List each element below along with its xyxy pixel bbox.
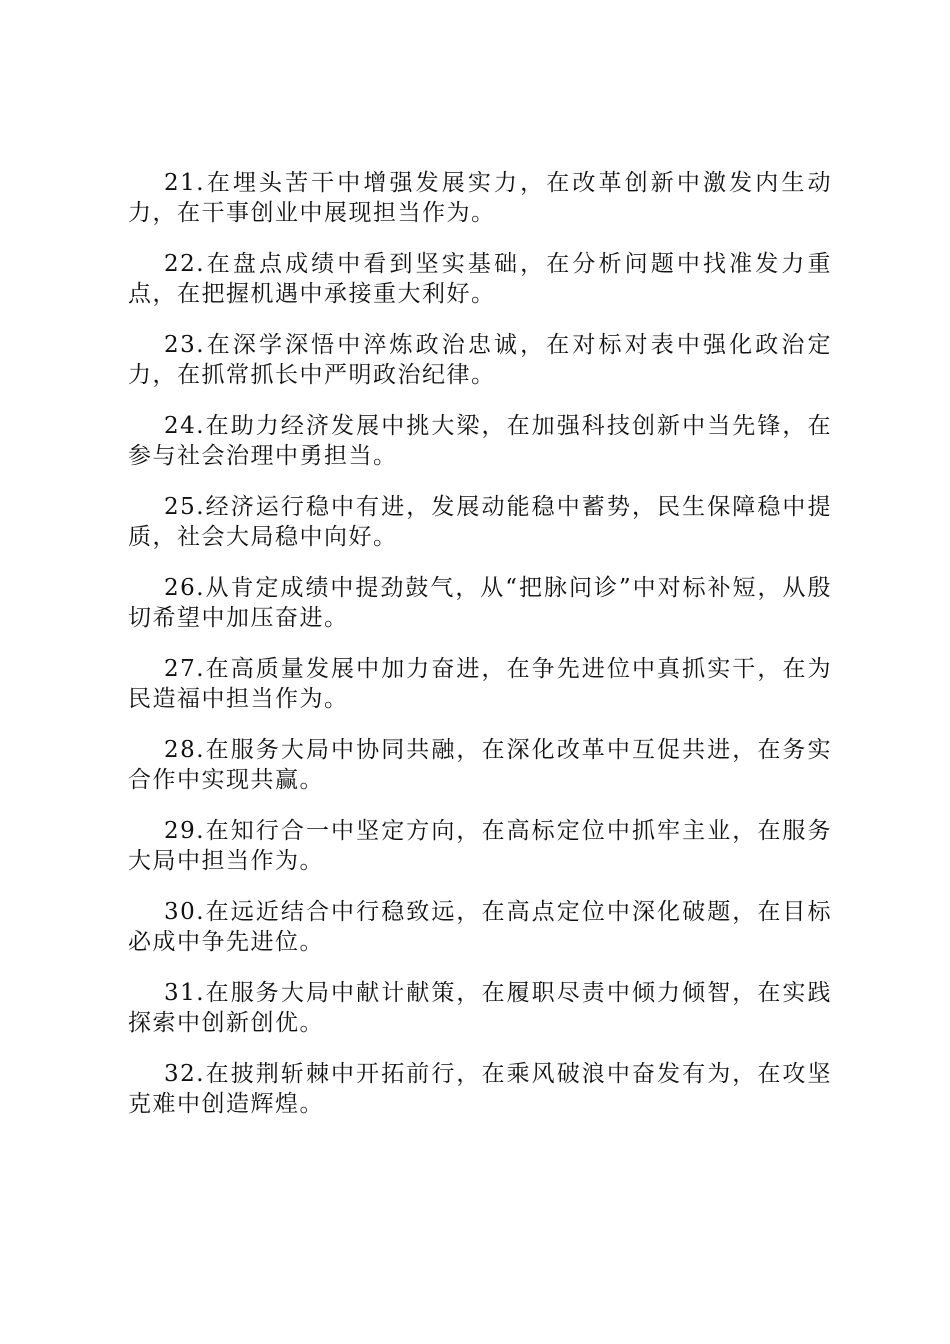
paragraph-31: 31.在服务大局中献计献策，在履职尽责中倾力倾智，在实践探索中创新创优。 xyxy=(128,980,832,1036)
paragraph-32: 32.在披荆斩棘中开拓前行，在乘风破浪中奋发有为，在攻坚克难中创造辉煌。 xyxy=(128,1061,832,1117)
paragraph-22: 22.在盘点成绩中看到坚实基础，在分析问题中找准发力重点，在把握机遇中承接重大利好。 xyxy=(128,251,832,307)
paragraph-29: 29.在知行合一中坚定方向，在高标定位中抓牢主业，在服务大局中担当作为。 xyxy=(128,818,832,874)
paragraph-30: 30.在远近结合中行稳致远，在高点定位中深化破题，在目标必成中争先进位。 xyxy=(128,899,832,955)
paragraph-23: 23.在深学深悟中淬炼政治忠诚，在对标对表中强化政治定力，在抓常抓长中严明政治纪律。 xyxy=(128,332,832,388)
paragraph-25: 25.经济运行稳中有进，发展动能稳中蓄势，民生保障稳中提质，社会大局稳中向好。 xyxy=(128,494,832,550)
document-body xyxy=(128,168,832,1140)
paragraph-24: 24.在助力经济发展中挑大梁，在加强科技创新中当先锋，在参与社会治理中勇担当。 xyxy=(128,413,832,469)
paragraph-27: 27.在高质量发展中加力奋进，在争先进位中真抓实干，在为民造福中担当作为。 xyxy=(128,656,832,712)
paragraph-28: 28.在服务大局中协同共融，在深化改革中互促共进，在务实合作中实现共赢。 xyxy=(128,737,832,793)
paragraph-21: 21.在埋头苦干中增强发展实力，在改革创新中激发内生动力，在干事创业中展现担当作为。 xyxy=(128,170,832,226)
paragraph-26: 26.从肯定成绩中提劲鼓气，从“把脉问诊”中对标补短，从殷切希望中加压奋进。 xyxy=(128,575,832,631)
